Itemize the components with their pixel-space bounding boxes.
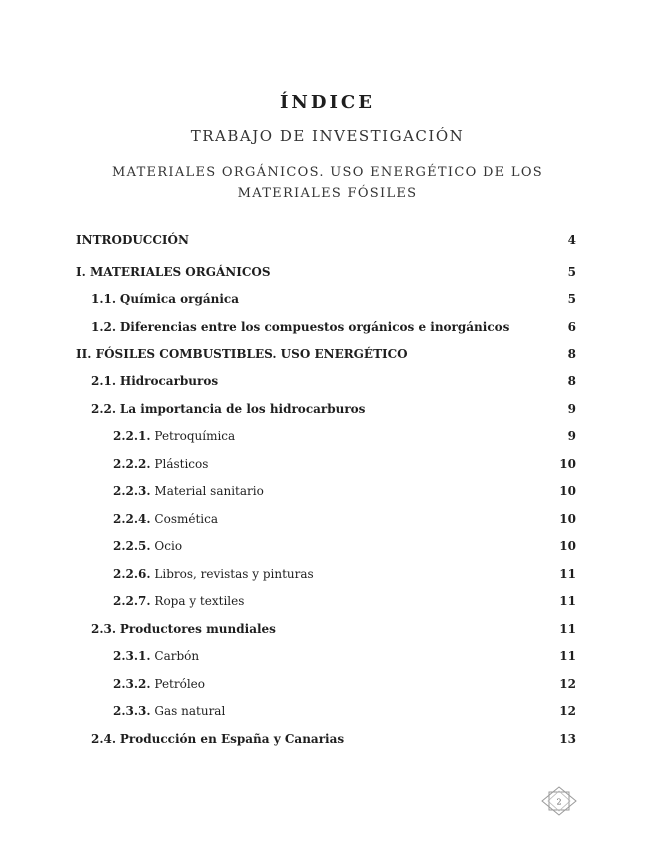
toc-entry-page: 9: [567, 429, 576, 443]
toc-entry-title: Plásticos: [154, 457, 209, 471]
toc-entry[interactable]: [113, 507, 576, 531]
toc-entry-number: 2.1.: [91, 374, 117, 388]
ornament-icon: [541, 786, 577, 816]
toc-entry-page: 11: [559, 594, 576, 608]
toc-entry-page: 11: [559, 567, 576, 581]
toc-entry-page: 12: [559, 677, 576, 691]
toc-entry-number: 2.2.7.: [113, 594, 151, 608]
page-number: 2: [556, 797, 562, 807]
toc-entry-title: Ocio: [154, 539, 183, 553]
toc-entry-page: 12: [559, 704, 576, 718]
toc-entry-number: 2.2.1.: [113, 429, 151, 443]
toc-entry-number: 2.3.: [91, 622, 117, 636]
toc-entry-title: Productores mundiales: [119, 622, 276, 636]
toc-entry-number: 2.2.2.: [113, 457, 151, 471]
toc-entry-title: Producción en España y Canarias: [119, 732, 345, 746]
toc-entry-title: Gas natural: [154, 704, 226, 718]
toc-entry-title: II. FÓSILES COMBUSTIBLES. USO ENERGÉTICO: [76, 347, 408, 361]
heading-line-2: MATERIALES FÓSILES: [237, 186, 418, 201]
toc-entry-title: Hidrocarburos: [119, 374, 219, 388]
toc-entry-title: Ropa y textiles: [154, 594, 245, 608]
toc-entry-number: 2.2.5.: [113, 539, 151, 553]
toc-entry-number: 2.2.4.: [113, 512, 151, 526]
toc-entry[interactable]: [113, 424, 576, 448]
toc-entry-title: Material sanitario: [154, 484, 264, 498]
toc-entry-number: 1.1.: [91, 292, 117, 306]
toc-entry-page: 11: [559, 649, 576, 663]
toc-entry[interactable]: [113, 562, 576, 586]
toc-entry-title: Petroquímica: [154, 429, 236, 443]
toc-entry-page: 11: [559, 622, 576, 636]
toc-entry-title: Cosmética: [154, 512, 219, 526]
toc-entry-page: 8: [567, 347, 576, 361]
toc-entry-number: 1.2.: [91, 320, 117, 334]
toc-entry[interactable]: [91, 287, 576, 311]
toc-entry[interactable]: [91, 617, 576, 641]
toc-entry[interactable]: [113, 534, 576, 558]
toc-entry-number: 2.3.2.: [113, 677, 151, 691]
document-heading: [90, 162, 565, 204]
toc-entry-page: 10: [559, 539, 576, 553]
toc-entry-title: Petróleo: [154, 677, 206, 691]
toc-entry-number: 2.2.: [91, 402, 117, 416]
toc-entry-title: Libros, revistas y pinturas: [154, 567, 314, 581]
toc-entry-number: 2.3.1.: [113, 649, 151, 663]
toc-entry-title: INTRODUCCIÓN: [76, 233, 189, 247]
toc-entry-page: 5: [567, 292, 576, 306]
toc-entry[interactable]: [76, 342, 576, 366]
toc-entry-number: 2.2.6.: [113, 567, 151, 581]
toc-entry-page: 10: [559, 512, 576, 526]
toc-entry-page: 6: [567, 320, 576, 334]
toc-entry[interactable]: [113, 479, 576, 503]
toc-entry[interactable]: [91, 369, 576, 393]
toc-entry-title: Carbón: [154, 649, 200, 663]
toc-entry-title: La importancia de los hidrocarburos: [119, 402, 366, 416]
toc-entry-page: 8: [567, 374, 576, 388]
toc-entry[interactable]: [113, 452, 576, 476]
toc-entry[interactable]: [76, 260, 576, 284]
toc-entry-title: Diferencias entre los compuestos orgánicos e inorgánicos: [119, 320, 510, 334]
toc-entry[interactable]: [91, 727, 576, 751]
toc-entry-number: 2.2.3.: [113, 484, 151, 498]
toc-entry[interactable]: [113, 699, 576, 723]
toc-entry-title: I. MATERIALES ORGÁNICOS: [76, 265, 271, 279]
toc-entry-page: 4: [567, 233, 576, 247]
page-title: ÍNDICE: [280, 92, 375, 113]
toc-entry-page: 10: [559, 484, 576, 498]
toc-entry-title: Química orgánica: [119, 292, 239, 306]
page-subtitle: TRABAJO DE INVESTIGACIÓN: [190, 127, 465, 145]
toc-entry[interactable]: [76, 228, 576, 252]
toc-entry-page: 13: [559, 732, 576, 746]
toc-entry-page: 9: [567, 402, 576, 416]
toc-entry-page: 5: [567, 265, 576, 279]
toc-entry[interactable]: [113, 589, 576, 613]
toc-entry[interactable]: [91, 397, 576, 421]
toc-entry-number: 2.4.: [91, 732, 117, 746]
page-number-emblem: [541, 786, 577, 816]
heading-line-1: MATERIALES ORGÁNICOS. USO ENERGÉTICO DE LOS: [111, 165, 543, 180]
toc-entry[interactable]: [113, 644, 576, 668]
toc-entry-number: 2.3.3.: [113, 704, 151, 718]
toc-entry[interactable]: [91, 315, 576, 339]
toc-entry-page: 10: [559, 457, 576, 471]
toc-entry[interactable]: [113, 672, 576, 696]
